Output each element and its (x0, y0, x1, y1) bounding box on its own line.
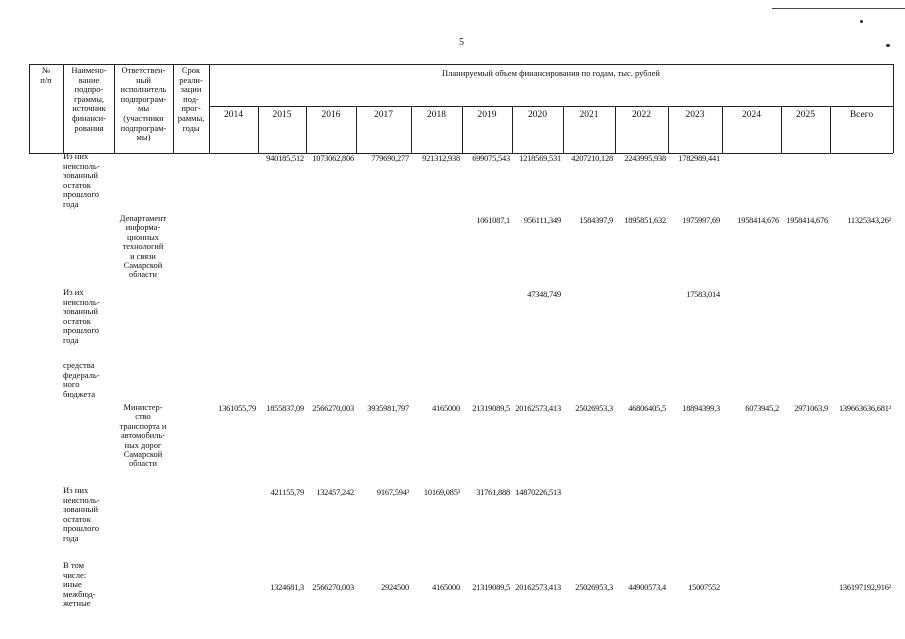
value-cell: 2924500 (381, 583, 409, 592)
scan-speck (886, 44, 890, 47)
value-cell: 956111,349 (523, 216, 561, 225)
year-header-cell: 2018 (427, 110, 446, 120)
value-cell: 21319089,5 (472, 583, 510, 592)
row-executor: Департамент информа- ционных технологий и связи Самарской области (119, 214, 167, 280)
value-cell: 940185,512 (266, 154, 304, 163)
header-col-term: Срок реали- зации под- прог- раммы, годы (177, 65, 205, 133)
value-cell: 9167,594³ (376, 488, 409, 497)
value-cell: 20162573,413 (515, 583, 561, 592)
value-cell: 1361055,79 (218, 404, 256, 413)
value-cell: 1782989,441 (678, 154, 720, 163)
row-label: Из них неисполь- зованный остаток прошлого года (63, 485, 100, 543)
value-cell: 1073062,806 (312, 154, 354, 163)
row-label: Из их неисполь- зованный остаток прошлого года (63, 287, 100, 345)
row-label: средства федераль- ного бюджета (63, 360, 100, 399)
header-col-name: Наимено- вание подпро- граммы, источник финанси- рования (71, 65, 107, 133)
value-cell: 1895851,632 (624, 216, 666, 225)
value-cell: 2971063,9 (794, 404, 828, 413)
header-col-number: № п/п (40, 65, 52, 85)
value-cell: 1584397,9 (579, 216, 613, 225)
value-cell: 25026953,3 (575, 404, 613, 413)
value-cell: 779690,277 (371, 154, 409, 163)
value-cell: 10169,085³ (423, 488, 460, 497)
year-header-cell: 2025 (796, 110, 815, 120)
header-col-executor: Ответствен- ный исполнитель подпрограм- мы (участники подпрограм- мы) (120, 65, 167, 143)
value-cell: 15007552 (688, 583, 720, 592)
value-cell: 11325343,26² (847, 216, 891, 225)
value-cell: 4165000 (432, 404, 460, 413)
value-cell: 18894399,3 (682, 404, 720, 413)
value-cell: 921312,938 (422, 154, 460, 163)
value-cell: 1855837,09 (266, 404, 304, 413)
value-cell: 1218569,531 (519, 154, 561, 163)
year-header-cell: 2022 (632, 110, 651, 120)
value-cell: 4207210,128 (571, 154, 613, 163)
value-cell: 17583,014 (686, 290, 720, 299)
value-cell: 136197192,916² (838, 583, 891, 592)
top-rule (772, 8, 905, 9)
row-executor: Министер- ство транспорта и автомобиль- ных дорог Самарской области (119, 403, 167, 469)
value-cell: 1975997,69 (682, 216, 720, 225)
year-header-cell: 2019 (477, 110, 497, 120)
value-cell: 25026953,3 (575, 583, 613, 592)
value-cell: 20162573,413 (515, 404, 561, 413)
header-planned-financing: Планируемый объем финансирования по годам, тыс. рублей (442, 68, 660, 78)
value-cell: 421155,79 (270, 488, 304, 497)
value-cell: 132457,242 (316, 488, 354, 497)
value-cell: 1958414,676 (737, 216, 779, 225)
row-label: Из них неисполь- зованный остаток прошлого года (63, 151, 100, 209)
value-cell: 6073945,2 (745, 404, 779, 413)
value-cell: 4165000 (432, 583, 460, 592)
value-cell: 14870226,513 (515, 488, 561, 497)
value-cell: 1061087,1 (476, 216, 510, 225)
value-cell: 44900573,4 (628, 583, 666, 592)
value-cell: 1324681,3 (270, 583, 304, 592)
value-cell: 47348,749 (527, 290, 561, 299)
value-cell: 139663636,681² (838, 404, 891, 413)
year-header-cell: 2021 (579, 110, 599, 120)
value-cell: 46806405,5 (628, 404, 666, 413)
value-cell: 3935981,797 (367, 404, 409, 413)
table-rule (209, 106, 893, 107)
year-header-cell: 2023 (685, 110, 705, 120)
year-header-cell: 2016 (321, 110, 341, 120)
year-header-cell: 2015 (272, 110, 292, 120)
year-header-cell: 2014 (224, 110, 243, 120)
row-label: В том числе: иные межбюд- жетные (63, 560, 96, 609)
page-number: 5 (459, 37, 464, 48)
value-cell: 699075,543 (472, 154, 510, 163)
year-header-cell: 2020 (528, 110, 547, 120)
year-header-cell: 2024 (742, 110, 761, 120)
value-cell: 2566270,003 (312, 404, 354, 413)
value-cell: 31761,888 (476, 488, 510, 497)
value-cell: 1958414,676 (786, 216, 828, 225)
table-rule (29, 153, 893, 154)
year-header-cell: 2017 (374, 110, 393, 120)
value-cell: 2243995,938 (624, 154, 666, 163)
value-cell: 21319089,5 (472, 404, 510, 413)
value-cell: 2566270,003 (312, 583, 354, 592)
scan-speck (860, 20, 863, 23)
table-rule (893, 64, 894, 153)
year-header-cell: Всего (849, 110, 874, 120)
